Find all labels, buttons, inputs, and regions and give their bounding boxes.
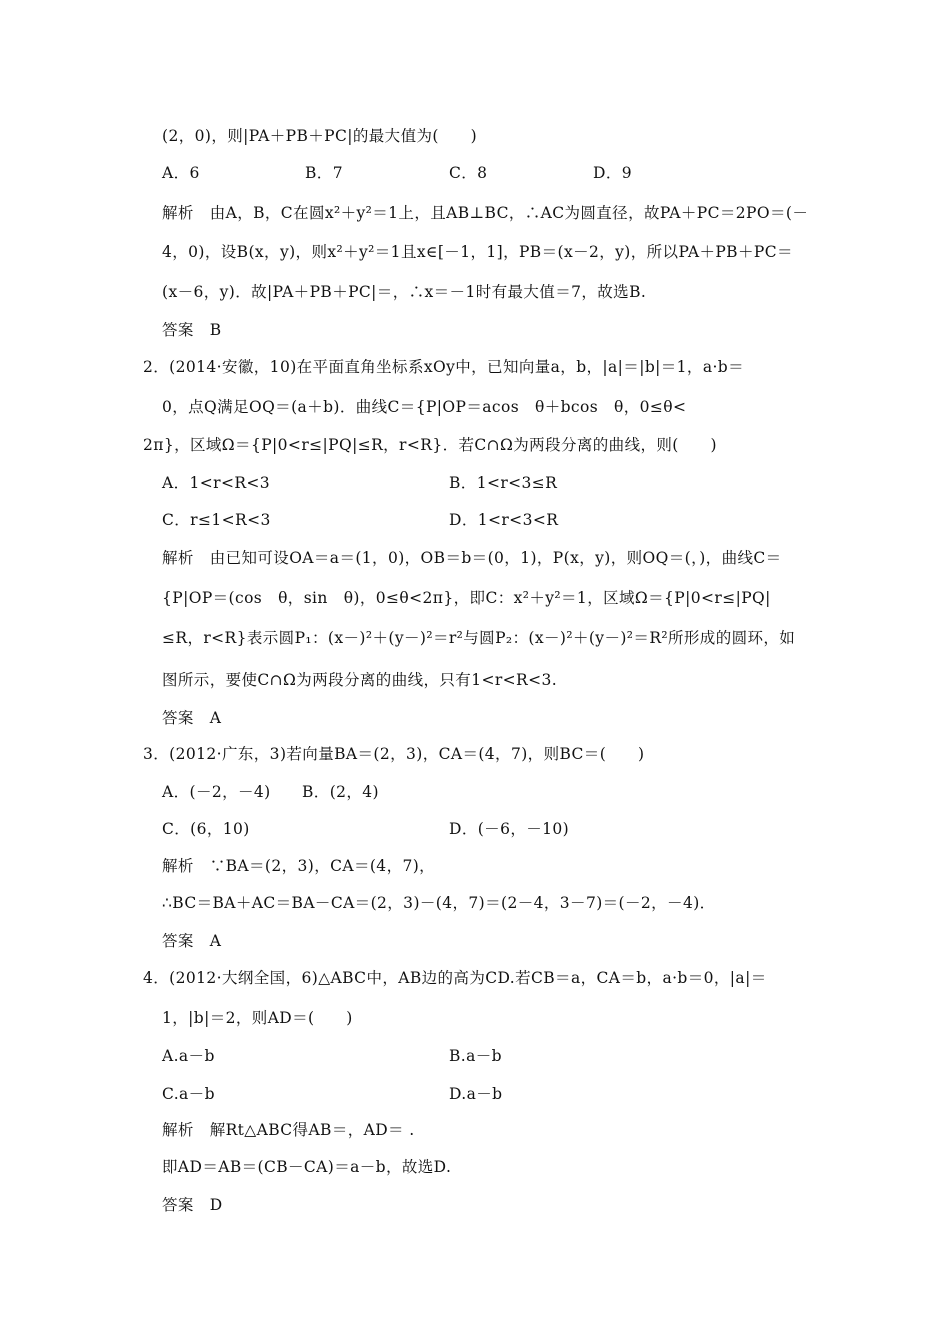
q2-option-c: C．r≤1<R<3 xyxy=(162,511,271,529)
q2-solution-line-2: {P|OP＝(cos θ，sin θ)，0≤θ<2π}，即C：x²＋y²＝1，区域Ω＝{P|0<r≤|PQ| xyxy=(162,589,771,607)
q2-solution-line-1: 解析 由已知可设OA＝a＝(1，0)，OB＝b＝(0，1)，P(x，y)，则OQ＝(，)，曲线C＝ xyxy=(162,549,782,567)
q2-solution-line-4: 图所示，要使C∩Ω为两段分离的曲线，只有1<r<R<3. xyxy=(162,671,558,689)
q1-answer: 答案 B xyxy=(162,321,222,339)
q4-answer: 答案 D xyxy=(162,1196,223,1214)
q1-solution-line-3: (x－6，y)．故|PA＋PB＋PC|＝，∴x＝－1时有最大值＝7，故选B. xyxy=(162,283,647,301)
q1-stem-end: (2，0)，则|PA＋PB＋PC|的最大值为( ) xyxy=(162,127,478,145)
q4-solution-line-2: 即AD＝AB＝(CB－CA)＝a－b，故选D. xyxy=(162,1158,452,1176)
q1-solution-line-2: 4，0)，设B(x，y)，则x²＋y²＝1且x∈[－1，1]，PB＝(x－2，y)，所以PA＋PB＋PC＝ xyxy=(162,243,793,261)
q1-option-c: C．8 xyxy=(449,164,488,182)
q4-option-a: A.a－b xyxy=(162,1047,215,1065)
q2-stem-line-2: 0，点Q满足OQ＝(a＋b)．曲线C＝{P|OP＝acos θ＋bcos θ，0≤θ< xyxy=(162,398,687,416)
q1-option-d: D．9 xyxy=(593,164,632,182)
q3-option-c: C．(6，10) xyxy=(162,820,250,838)
q3-stem: 3．(2012·广东，3)若向量BA＝(2，3)，CA＝(4，7)，则BC＝( ) xyxy=(143,745,645,763)
q2-stem-line-3: 2π}，区域Ω＝{P|0<r≤|PQ|≤R，r<R}．若C∩Ω为两段分离的曲线，则( ) xyxy=(143,436,717,454)
q3-option-d: D．(－6，－10) xyxy=(449,820,570,838)
q3-answer: 答案 A xyxy=(162,932,222,950)
q2-option-b: B．1<r<3≤R xyxy=(449,474,558,492)
q1-option-a: A．6 xyxy=(162,164,200,182)
q4-option-c: C.a－b xyxy=(162,1085,215,1103)
q4-stem-line-2: 1，|b|＝2，则AD＝( ) xyxy=(162,1009,353,1027)
q3-solution-line-1: 解析 ∵BA＝(2，3)，CA＝(4，7)， xyxy=(162,857,436,875)
q2-stem-line-1: 2．(2014·安徽，10)在平面直角坐标系xOy中，已知向量a，b，|a|＝|b|＝1，a·b＝ xyxy=(143,358,745,376)
q3-option-a: A．(－2，－4) xyxy=(162,783,271,801)
q3-solution-line-2: ∴BC＝BA＋AC＝BA－CA＝(2，3)－(4，7)＝(2－4，3－7)＝(－2，－4)． xyxy=(162,894,716,912)
q1-solution-line-1: 解析 由A，B，C在圆x²＋y²＝1上，且AB⊥BC，∴AC为圆直径，故PA＋PC＝2PO＝(－ xyxy=(162,204,809,222)
q4-solution-line-1: 解析 解Rt△ABC得AB＝，AD＝ . xyxy=(162,1121,415,1139)
q2-answer: 答案 A xyxy=(162,709,222,727)
q4-option-d: D.a－b xyxy=(449,1085,503,1103)
q4-stem-line-1: 4．(2012·大纲全国，6)△ABC中，AB边的高为CD.若CB＝a，CA＝b，a·b＝0，|a|＝ xyxy=(143,969,767,987)
q3-option-b: B．(2，4) xyxy=(302,783,380,801)
q1-option-b: B．7 xyxy=(305,164,343,182)
q2-option-a: A．1<r<R<3 xyxy=(162,474,271,492)
q2-solution-line-3: ≤R，r<R}表示圆P₁：(x－)²＋(y－)²＝r²与圆P₂：(x－)²＋(y－)²＝R²所形成的圆环，如 xyxy=(162,629,796,647)
q4-option-b: B.a－b xyxy=(449,1047,502,1065)
q2-option-d: D．1<r<3<R xyxy=(449,511,559,529)
